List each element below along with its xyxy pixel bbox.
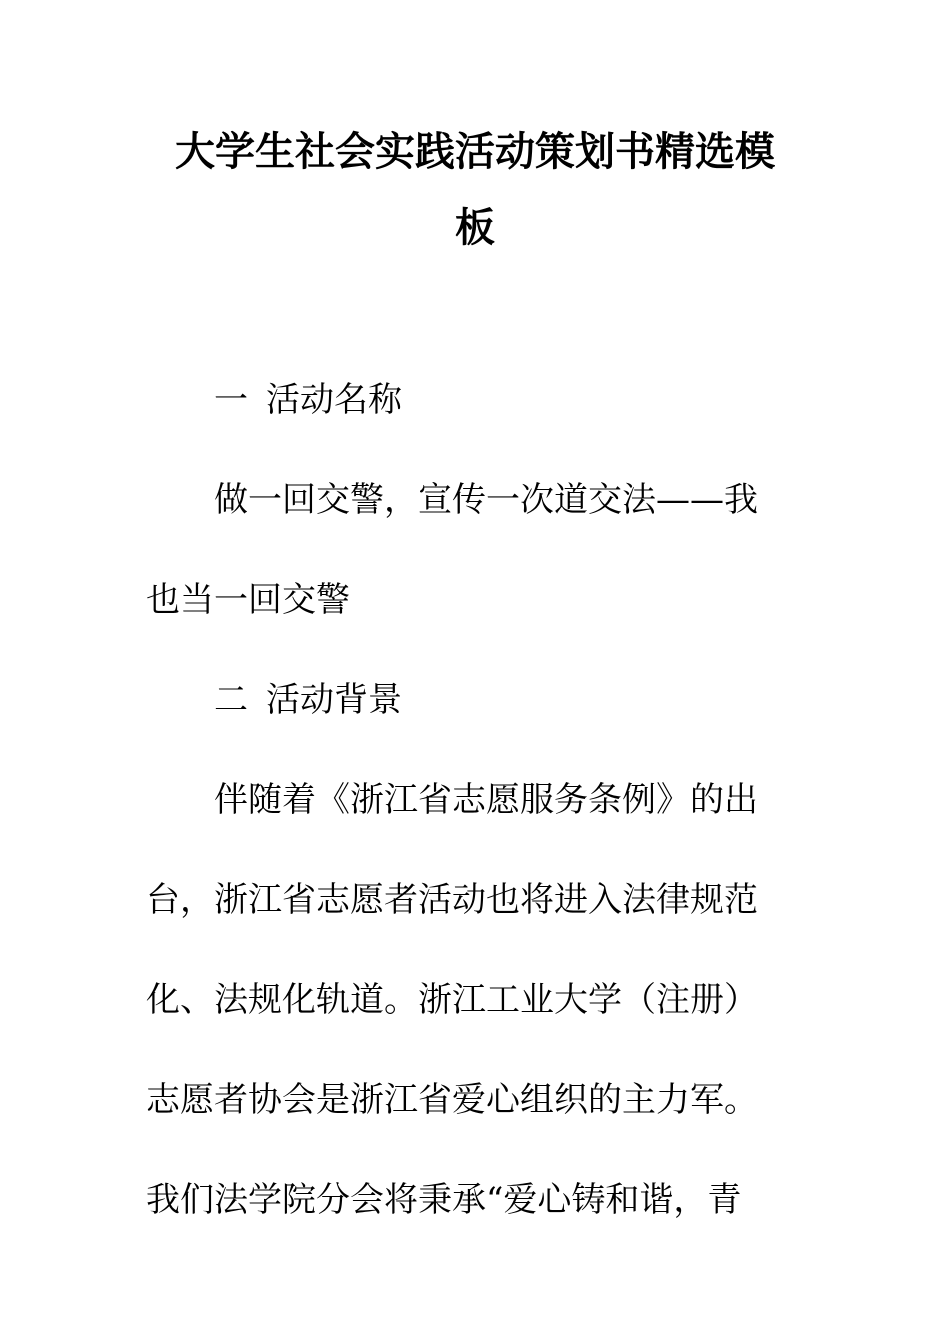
paragraph-line: 台，浙江省志愿者活动也将进入法律规范 bbox=[146, 880, 758, 920]
paragraph-line: 做一回交警，宣传一次道交法——我 bbox=[214, 480, 758, 520]
document-title-line-1: 大学生社会实践活动策划书精选模 bbox=[175, 129, 775, 175]
paragraph-line: 也当一回交警 bbox=[146, 580, 350, 620]
section-heading-text-1: 活动名称 bbox=[266, 380, 402, 420]
paragraph-line: 伴随着《浙江省志愿服务条例》的出 bbox=[214, 780, 758, 820]
section-number-1: 一 bbox=[214, 380, 248, 420]
section-number-2: 二 bbox=[214, 680, 248, 720]
section-heading-1 bbox=[214, 378, 402, 422]
paragraph-line: 我们法学院分会将秉承“爱心铸和谐，青 bbox=[146, 1180, 742, 1220]
section-heading-text-2: 活动背景 bbox=[266, 680, 402, 720]
document-title-line-2: 板 bbox=[455, 205, 495, 251]
paragraph-line: 化、法规化轨道。浙江工业大学（注册） bbox=[146, 980, 758, 1020]
section-heading-2 bbox=[214, 678, 402, 722]
paragraph-line: 志愿者协会是浙江省爱心组织的主力军。 bbox=[146, 1080, 758, 1120]
